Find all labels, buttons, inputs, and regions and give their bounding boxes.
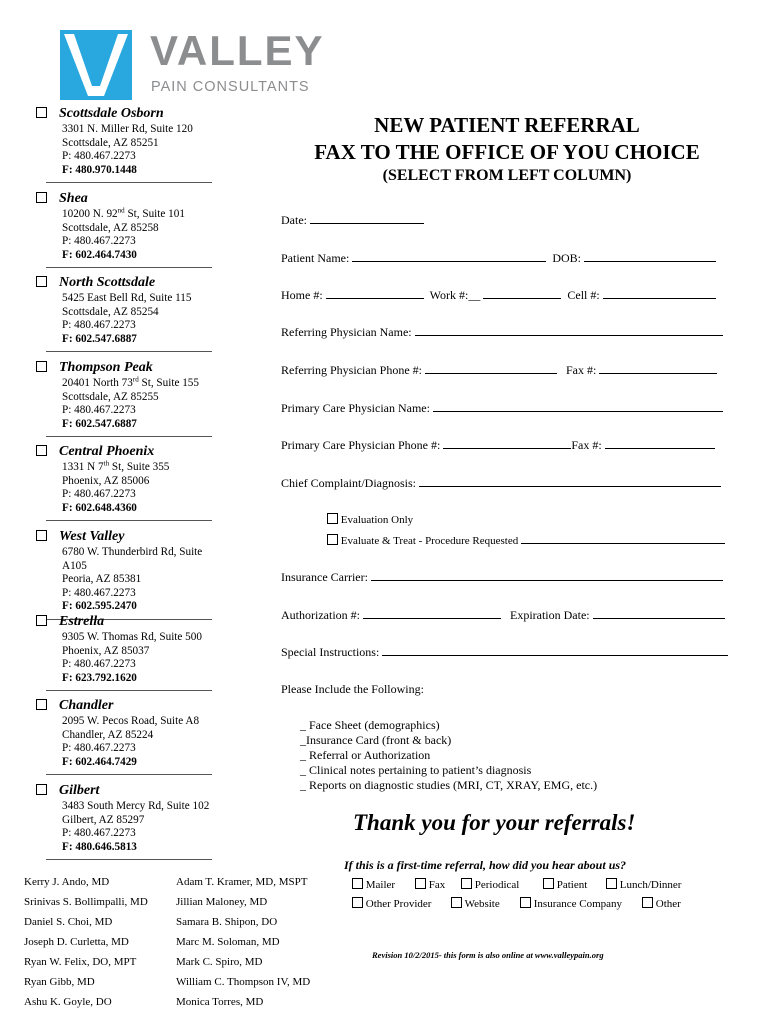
- special-instructions-field: [281, 644, 728, 659]
- doctor-name: Ashu K. Goyle, DO: [24, 996, 112, 1008]
- doctor-name: Kerry J. Ando, MD: [24, 876, 110, 888]
- hear-option-other-provider[interactable]: [352, 897, 431, 910]
- option-label: Other Provider: [365, 898, 432, 910]
- location-fax: F: 623.792.1620: [62, 671, 137, 684]
- location-checkbox[interactable]: [36, 445, 47, 456]
- location-fax: F: 480.646.5813: [62, 840, 137, 853]
- doctor-list-left: [24, 876, 148, 1016]
- doctor-name: Ryan Gibb, MD: [24, 976, 95, 988]
- location-name: Estrella: [59, 614, 105, 629]
- option-label: Insurance Company: [533, 898, 623, 910]
- form-title: NEW PATIENT REFERRAL: [374, 113, 640, 137]
- doctor-name: Marc M. Soloman, MD: [176, 936, 280, 948]
- date-label: Date:: [281, 213, 307, 227]
- location-city: Phoenix, AZ 85037: [62, 644, 150, 657]
- location-fax: F: 602.648.4360: [62, 501, 137, 514]
- location-address: 5425 East Bell Rd, Suite 115: [62, 292, 192, 304]
- authorization-input[interactable]: [363, 607, 501, 619]
- referring-physician-label: Referring Physician Name:: [281, 325, 412, 339]
- patient-name-label: Patient Name:: [281, 251, 350, 265]
- complaint-label: Chief Complaint/Diagnosis:: [281, 476, 416, 490]
- hear-option-mailer[interactable]: [352, 878, 395, 891]
- mailer-checkbox[interactable]: [352, 878, 363, 889]
- home-label: Home #:: [281, 288, 323, 302]
- location-phone: P: 480.467.2273: [62, 742, 136, 755]
- referring-phone-input[interactable]: [425, 362, 557, 374]
- thank-you-message: Thank you for your referrals!: [353, 810, 636, 835]
- other-checkbox[interactable]: [642, 897, 653, 908]
- location-checkbox[interactable]: [36, 192, 47, 203]
- evaluation-only-option[interactable]: [327, 513, 413, 527]
- divider: [46, 520, 212, 521]
- work-label: Work #:__: [429, 288, 481, 302]
- special-instructions-label: Special Instructions:: [281, 645, 380, 659]
- location-city: Phoenix, AZ 85006: [62, 474, 150, 487]
- include-list: [300, 718, 597, 793]
- location-fax: F: 602.595.2470: [62, 600, 137, 613]
- location-phone: P: 480.467.2273: [62, 150, 136, 163]
- location-north-scottsdale: [36, 275, 226, 352]
- pcp-name-field: [281, 400, 723, 415]
- divider: [46, 774, 212, 775]
- other-provider-checkbox[interactable]: [352, 897, 363, 908]
- complaint-input[interactable]: [419, 475, 721, 487]
- doctor-name: Jillian Maloney, MD: [176, 896, 268, 908]
- expiration-label: Expiration Date:: [509, 608, 590, 622]
- doctor-name: Joseph D. Curletta, MD: [24, 936, 129, 948]
- location-city: Scottsdale, AZ 85258: [62, 221, 159, 234]
- location-gilbert: [36, 783, 226, 860]
- cell-label: Cell #:: [567, 288, 600, 302]
- location-shea: [36, 191, 226, 268]
- location-checkbox[interactable]: [36, 107, 47, 118]
- referring-physician-field: [281, 324, 723, 339]
- location-address: 3483 South Mercy Rd, Suite 102: [62, 800, 210, 812]
- pcp-fax-label: Fax #:: [571, 438, 602, 452]
- pcp-phone-label: Primary Care Physician Phone #:: [281, 438, 441, 452]
- special-instructions-input[interactable]: [382, 644, 728, 656]
- evaluate-treat-option[interactable]: [327, 532, 725, 548]
- insurance-label: Insurance Carrier:: [281, 570, 368, 584]
- location-chandler: [36, 698, 226, 775]
- divider: [46, 436, 212, 437]
- option-label: Periodical: [474, 879, 520, 891]
- location-scottsdale-osborn: [36, 106, 226, 183]
- location-checkbox[interactable]: [36, 615, 47, 626]
- divider: [46, 351, 212, 352]
- fax-checkbox[interactable]: [415, 878, 426, 889]
- location-city: Gilbert, AZ 85297: [62, 813, 145, 826]
- dob-label: DOB:: [552, 251, 581, 265]
- referring-physician-input[interactable]: [415, 324, 723, 336]
- location-name: North Scottsdale: [59, 275, 156, 290]
- hear-option-lunch-dinner[interactable]: [606, 878, 681, 891]
- divider: [46, 267, 212, 268]
- website-checkbox[interactable]: [451, 897, 462, 908]
- location-address: 3301 N. Miller Rd, Suite 120: [62, 123, 193, 135]
- location-checkbox[interactable]: [36, 784, 47, 795]
- location-phone: P: 480.467.2273: [62, 586, 136, 599]
- location-name: Central Phoenix: [59, 444, 155, 459]
- expiration-input[interactable]: [593, 607, 725, 619]
- location-estrella: [36, 614, 226, 691]
- location-name: Scottsdale Osborn: [59, 106, 164, 121]
- location-city: Scottsdale, AZ 85254: [62, 305, 159, 318]
- location-address: 2095 W. Pecos Road, Suite A8: [62, 715, 200, 727]
- location-checkbox[interactable]: [36, 361, 47, 372]
- location-city: Peoria, AZ 85381: [62, 573, 142, 586]
- location-city: Scottsdale, AZ 85255: [62, 390, 159, 403]
- location-checkbox[interactable]: [36, 699, 47, 710]
- location-thompson-peak: [36, 360, 226, 437]
- include-item: _Insurance Card (front & back): [300, 733, 452, 747]
- hear-option-fax[interactable]: [415, 878, 445, 891]
- location-checkbox[interactable]: [36, 276, 47, 287]
- option-label: Fax: [428, 879, 446, 891]
- location-phone: P: 480.467.2273: [62, 488, 136, 501]
- pcp-name-label: Primary Care Physician Name:: [281, 401, 430, 415]
- date-field: [281, 212, 424, 227]
- hear-option-insurance-company[interactable]: [520, 897, 622, 910]
- hear-option-patient[interactable]: [543, 878, 587, 891]
- include-item: _ Reports on diagnostic studies (MRI, CT, XRAY, EMG, etc.): [300, 778, 598, 792]
- include-item: _ Face Sheet (demographics): [300, 718, 440, 732]
- option-label: Mailer: [365, 879, 396, 891]
- form-subtitle: FAX TO THE OFFICE OF YOU CHOICE: [314, 140, 700, 164]
- hear-option-website[interactable]: [451, 897, 500, 910]
- pcp-fax-input[interactable]: [605, 437, 715, 449]
- cell-input[interactable]: [603, 287, 716, 299]
- form-instruction: (SELECT FROM LEFT COLUMN): [382, 167, 632, 184]
- insurance-field: [281, 569, 723, 584]
- include-item: _ Clinical notes pertaining to patient’s diagnosis: [300, 763, 532, 777]
- location-phone: P: 480.467.2273: [62, 319, 136, 332]
- patient-checkbox[interactable]: [543, 878, 554, 889]
- home-input[interactable]: [326, 287, 424, 299]
- doctor-name: Mark C. Spiro, MD: [176, 956, 263, 968]
- periodical-checkbox[interactable]: [461, 878, 472, 889]
- option-label: Patient: [556, 879, 588, 891]
- evaluate-treat-label: Evaluate & Treat - Procedure Requested: [340, 535, 519, 547]
- valley-logo-mark: [60, 30, 132, 100]
- hear-option-other[interactable]: [642, 897, 681, 910]
- evaluate-treat-checkbox[interactable]: [327, 534, 338, 545]
- insurance-company-checkbox[interactable]: [520, 897, 531, 908]
- location-phone: P: 480.467.2273: [62, 404, 136, 417]
- location-name: Thompson Peak: [59, 360, 153, 375]
- location-address: 20401 North 73rd St, Suite 155: [62, 375, 199, 389]
- referring-phone-field: [281, 362, 717, 377]
- location-city: Scottsdale, AZ 85251: [62, 136, 159, 149]
- doctor-name: Srinivas S. Bollimpalli, MD: [24, 896, 148, 908]
- option-label: Lunch/Dinner: [619, 879, 682, 891]
- location-fax: F: 480.970.1448: [62, 163, 137, 176]
- complaint-field: [281, 475, 721, 490]
- doctor-name: Daniel S. Choi, MD: [24, 916, 113, 928]
- doctor-name: Monica Torres, MD: [176, 996, 264, 1008]
- include-item: _ Referral or Authorization: [300, 748, 431, 762]
- insurance-input[interactable]: [371, 569, 723, 581]
- logo-wordmark: VALLEY: [150, 27, 325, 74]
- location-central-phoenix: [36, 444, 226, 521]
- divider: [46, 859, 212, 860]
- location-address: 9305 W. Thomas Rd, Suite 500: [62, 631, 202, 643]
- referring-phone-label: Referring Physician Phone #:: [281, 363, 422, 377]
- option-label: Website: [464, 898, 500, 910]
- hear-option-periodical[interactable]: [461, 878, 519, 891]
- evaluation-only-label: Evaluation Only: [340, 514, 414, 526]
- lunch-dinner-checkbox[interactable]: [606, 878, 617, 889]
- referral-source-question: If this is a first-time referral, how did you hear about us?: [344, 858, 627, 872]
- doctor-name: Samara B. Shipon, DO: [176, 916, 278, 928]
- location-address: 1331 N 7th St, Suite 355: [62, 459, 170, 473]
- doctor-name: William C. Thompson IV, MD: [176, 976, 311, 988]
- divider: [46, 690, 212, 691]
- option-label: Other: [655, 898, 681, 910]
- location-fax: F: 602.464.7430: [62, 248, 137, 261]
- doctor-list-right: [176, 876, 310, 1016]
- revision-note: Revision 10/2/2015- this form is also online at www.valleypain.org: [372, 950, 604, 960]
- divider: [46, 182, 212, 183]
- include-heading: Please Include the Following:: [281, 682, 424, 696]
- location-name: West Valley: [59, 529, 125, 544]
- pcp-phone-input[interactable]: [443, 437, 571, 449]
- location-phone: P: 480.467.2273: [62, 235, 136, 248]
- phone-numbers-field: [281, 287, 716, 302]
- location-address: 10200 N. 92nd St, Suite 101: [62, 206, 185, 220]
- location-name: Chandler: [59, 698, 114, 713]
- location-address: 6780 W. Thunderbird Rd, Suite A105: [62, 546, 203, 572]
- location-city: Chandler, AZ 85224: [62, 728, 154, 741]
- evaluation-only-checkbox[interactable]: [327, 513, 338, 524]
- location-phone: P: 480.467.2273: [62, 658, 136, 671]
- doctor-name: Ryan W. Felix, DO, MPT: [24, 956, 137, 968]
- doctor-name: Adam T. Kramer, MD, MSPT: [176, 876, 308, 888]
- date-input[interactable]: [310, 212, 424, 224]
- location-fax: F: 602.547.6887: [62, 417, 137, 430]
- location-checkbox[interactable]: [36, 530, 47, 541]
- location-west-valley: [36, 529, 226, 620]
- authorization-label: Authorization #:: [281, 608, 360, 622]
- location-phone: P: 480.467.2273: [62, 827, 136, 840]
- authorization-field: [281, 607, 725, 622]
- dob-input[interactable]: [584, 250, 716, 262]
- work-input[interactable]: [483, 287, 561, 299]
- procedure-input[interactable]: [521, 532, 725, 544]
- referring-fax-label: Fax #:: [565, 363, 597, 377]
- location-name: Gilbert: [59, 783, 100, 798]
- patient-name-field: [281, 250, 716, 265]
- pcp-name-input[interactable]: [433, 400, 723, 412]
- pcp-phone-field: [281, 437, 715, 452]
- referring-fax-input[interactable]: [599, 362, 717, 374]
- logo-subtitle: PAIN CONSULTANTS: [151, 79, 310, 95]
- location-fax: F: 602.547.6887: [62, 332, 137, 345]
- location-name: Shea: [59, 191, 88, 206]
- location-fax: F: 602.464.7429: [62, 755, 137, 768]
- patient-name-input[interactable]: [352, 250, 546, 262]
